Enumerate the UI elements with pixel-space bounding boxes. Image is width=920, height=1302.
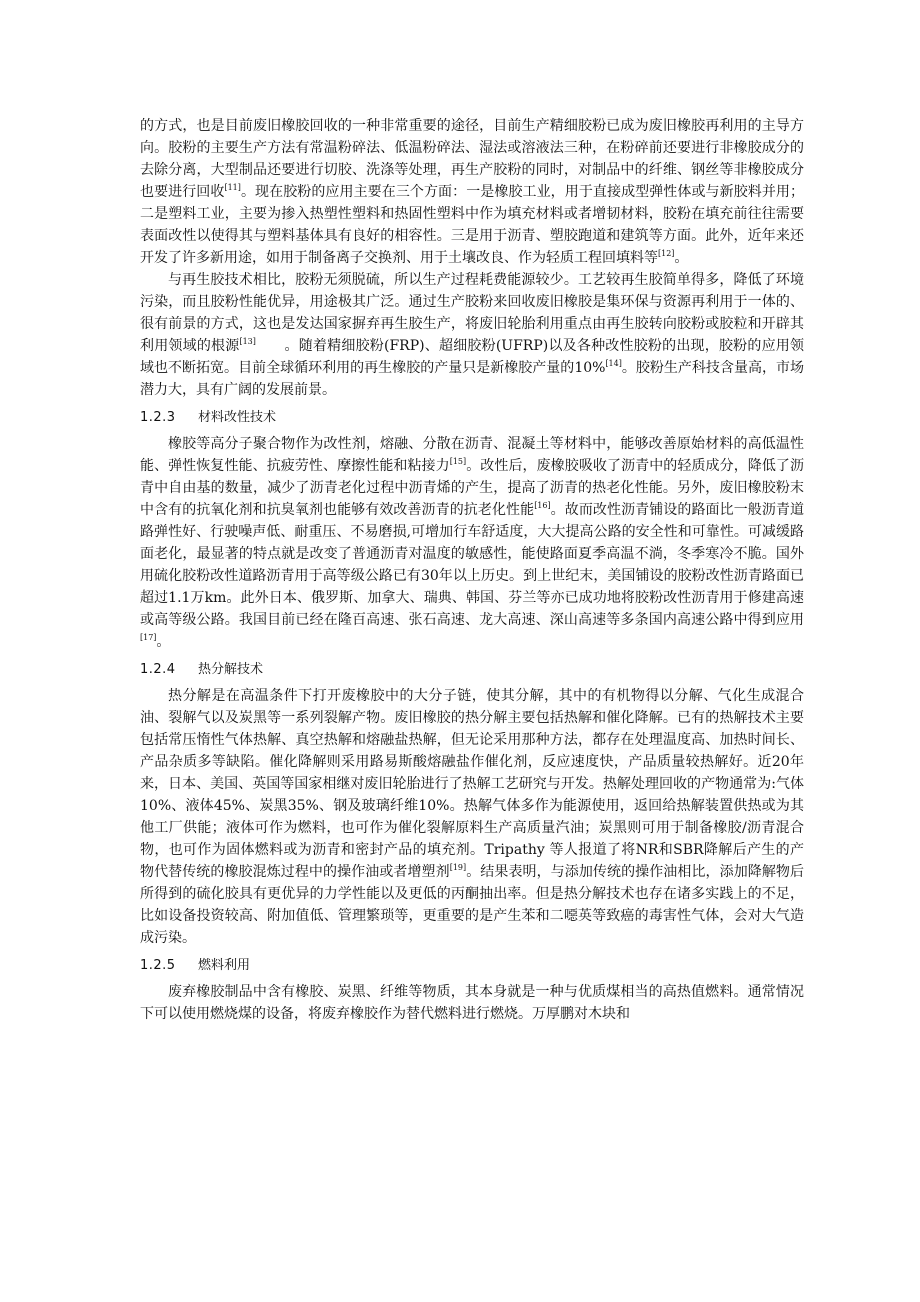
text-run: 与再生胶技术相比，胶粉无须脱硫，所以生产过程耗费能源较少。工艺较再生胶简单得多，降低了环境污染，而且胶粉性能优异，用途极其广泛。通过生产胶粉来回收废旧橡胶是集环保与资源再利用于一体的、很有前景的方式，这也是发达国家摒弃再生胶生产，将废旧轮胎利用重点由再生胶转向胶粉或胶粒和开辟其利用领域的根源 <box>140 272 804 354</box>
citation-ref: [12] <box>658 249 675 258</box>
text-run: 。 <box>156 634 171 650</box>
section-title: 燃料利用 <box>198 958 251 973</box>
text-run: 。随着精细胶粉(FRP)、超细胶粉(UFRP)以及各种改性胶粉的出现，胶粉的应用领域也不断拓宽。目前全球循环利用的再生橡胶的产量只是新橡胶产量的10% <box>140 338 804 376</box>
text-run: 。结果表明，与添加传统的操作油相比，添加降解物后所得到的硫化胶具有更优异的力学性能以及更低的丙酮抽出率。但是热分解技术也存在诸多实践上的不足，比如设备投资较高、附加值低、管理繁琐等，更重要的是产生苯和二噁英等致癌的毒害性气体，会对大气造成污染。 <box>140 864 805 946</box>
citation-ref: [14] <box>605 359 622 368</box>
body-paragraph <box>140 685 804 949</box>
citation-ref: [19] <box>449 863 467 872</box>
citation-ref: [11] <box>224 183 241 192</box>
text-run: 橡胶等高分子聚合物作为改性剂，熔融、分散在沥青、混凝土等材料中，能够改善原始材料的高低温性能、弹性恢复性能、抗疲劳性、摩擦性能和粘接力 <box>140 436 804 474</box>
body-paragraph <box>140 433 804 653</box>
section-title: 材料改性技术 <box>198 410 277 425</box>
section-title: 热分解技术 <box>198 662 264 677</box>
citation-ref: [16] <box>534 501 551 510</box>
section-heading <box>140 659 804 681</box>
text-run: 。 <box>674 250 689 266</box>
section-number: 1.2.3 <box>140 410 176 425</box>
body-paragraph <box>140 269 804 401</box>
text-run: 废弃橡胶制品中含有橡胶、炭黑、纤维等物质，其本身就是一种与优质煤相当的高热值燃料。通常情况下可以使用燃烧煤的设备，将废弃橡胶作为替代燃料进行燃烧。万厚鹏对木块和 <box>140 984 804 1022</box>
text-run: 热分解是在高温条件下打开废橡胶中的大分子链，使其分解，其中的有机物得以分解、气化生成混合油、裂解气以及炭黑等一系列裂解产物。废旧橡胶的热分解主要包括热解和催化降解。已有的热解技术主要包括常压惰性气体热解、真空热解和熔融盐热解，但无论采用那种方法，都存在处理温度高、加热时间长、产品杂质多等缺陷。催化降解则采用路易斯酸熔融盐作催化剂，反应速度快，产品质量较热解好。近20年来，日本、美国、英国等国家相继对废旧轮胎进行了热解工艺研究与开发。热解处理回收的产物通常为:气体10%、液体45%、炭黑35%、钢及玻璃纤维10%。热解气体多作为能源使用，返回给热解装置供热或为其他工厂供能；液体可作为燃料，也可作为催化裂解原料生产高质量汽油；炭黑则可用于制备橡胶/沥青混合物，也可作为固体燃料或为沥青和密封产品的填充剂。Tripathy 等人报道了将NR和SBR降解后产生的产物代替传统的橡胶混炼过程中的操作油或者增塑剂 <box>140 688 804 880</box>
document-page <box>140 115 804 1025</box>
text-run: 。胶粉生产科技含量高，市场潜力大，具有广阔的发展前景。 <box>140 360 804 398</box>
section-heading <box>140 407 804 429</box>
citation-ref: [13] <box>239 337 256 346</box>
text-run: 。故而改性沥青铺设的路面比一般沥青道路弹性好、行驶噪声低、耐重压、不易磨损,可增加行车舒适度，大大提高公路的安全性和可靠性。可减缓路面老化，最显著的特点就是改变了普通沥青对温度的敏感性，能使路面夏季高温不淌，冬季寒冷不脆。国外用硫化胶粉改性道路沥青用于高等级公路已有30年以上历史。到上世纪末，美国铺设的胶粉改性沥青路面已超过1.1万km。此外日本、俄罗斯、加拿大、瑞典、韩国、芬兰等亦已成功地将胶粉改性沥青用于修建高速或高等级公路。我国目前已经在隆百高速、张石高速、龙大高速、深山高速等多条国内高速公路中得到应用 <box>140 502 805 628</box>
citation-ref: [17] <box>140 633 157 642</box>
text-run: 。改性后，废橡胶吸收了沥青中的轻质成分，降低了沥青中自由基的数量，减少了沥青老化过程中沥青烯的产生，提高了沥青的热老化性能。另外，废旧橡胶粉末中含有的抗氧化剂和抗臭氧剂也能够有效改善沥青的抗老化性能 <box>140 458 805 518</box>
section-number: 1.2.5 <box>140 958 176 973</box>
body-paragraph <box>140 981 804 1025</box>
section-heading <box>140 955 804 977</box>
citation-ref: [15] <box>449 457 467 466</box>
section-number: 1.2.4 <box>140 662 176 677</box>
text-run: 。现在胶粉的应用主要在三个方面：一是橡胶工业，用于直接成型弹性体或与新胶料并用；二是塑料工业，主要为掺入热塑性塑料和热固性塑料中作为填充材料或者增韧材料，胶粉在填充前往往需要表面改性以使得其与塑料基体具有良好的相容性。三是用于沥青、塑胶跑道和建筑等方面。此外，近年来还开发了许多新用途，如用于制备离子交换剂、用于土壤改良、作为轻质工程回填料等 <box>140 184 804 266</box>
text-run: 的方式，也是目前废旧橡胶回收的一种非常重要的途径，目前生产精细胶粉已成为废旧橡胶再利用的主导方向。胶粉的主要生产方法有常温粉碎法、低温粉碎法、湿法或溶液法三种，在粉碎前还要进行非橡胶成分的去除分离，大型制品还要进行切胶、洗涤等处理，再生产胶粉的同时，对制品中的纤维、钢丝等非橡胶成分也要进行回收 <box>140 118 804 200</box>
body-paragraph <box>140 115 804 269</box>
